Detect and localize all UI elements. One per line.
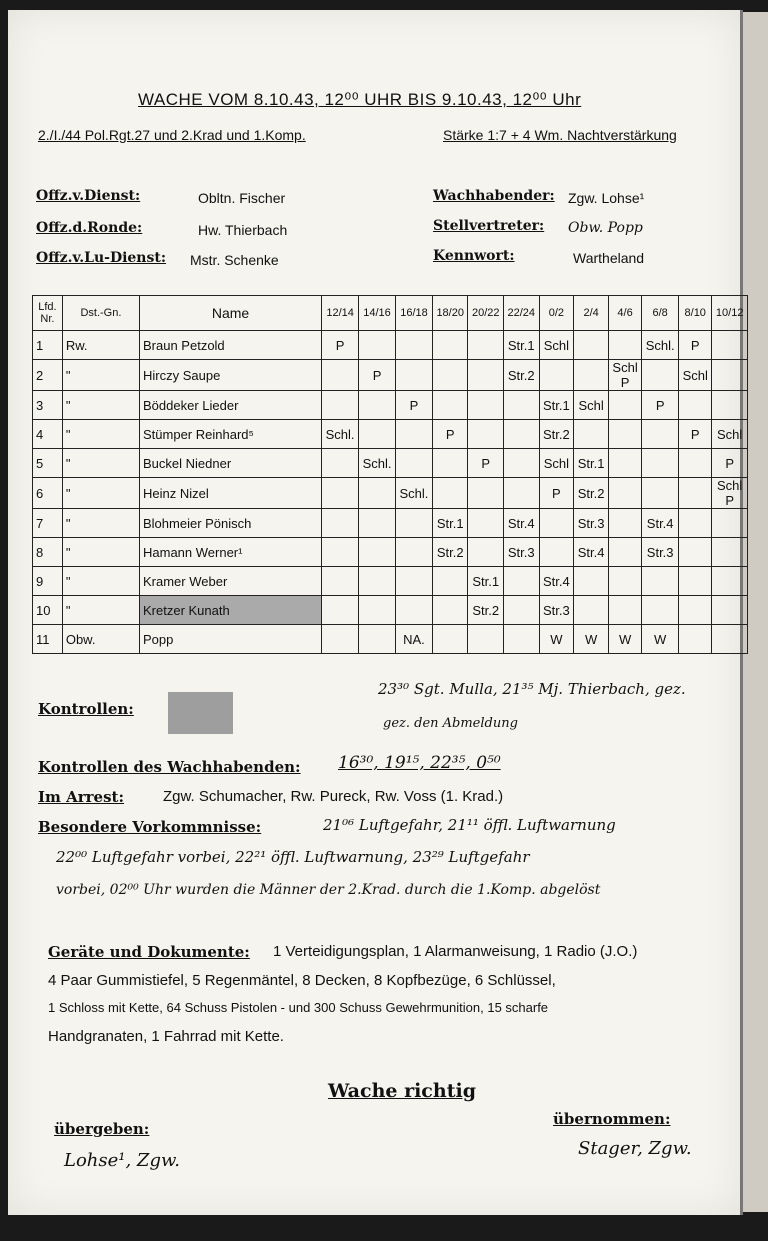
shift-cell: Str.2 — [539, 420, 574, 449]
shift-cell: Schl — [539, 331, 574, 360]
table-header-row — [33, 296, 748, 331]
shift-cell: Str.1 — [574, 449, 609, 478]
col-header: 0/2 — [539, 296, 574, 331]
shift-cell: Str.1 — [468, 567, 504, 596]
logbook-page — [8, 10, 743, 1215]
shift-cell — [608, 567, 641, 596]
row-number: 9 — [33, 567, 63, 596]
row-number: 6 — [33, 478, 63, 509]
shift-cell — [574, 596, 609, 625]
shift-cell — [504, 420, 540, 449]
shift-cell: P — [679, 331, 712, 360]
shift-cell — [712, 538, 748, 567]
shift-cell — [322, 391, 359, 420]
col-header: Name — [140, 296, 322, 331]
kontrollen-line-2: gez. den Abmeldung — [383, 716, 518, 731]
shift-cell — [359, 391, 396, 420]
redacted-box — [168, 692, 233, 734]
officer-value-3: Mstr. Schenke — [190, 252, 279, 268]
geraete-line-3: 1 Schloss mit Kette, 64 Schuss Pistolen - und 300 Schuss Gewehrmunition, 15 scharfe — [48, 1000, 549, 1015]
watch-label-2: Stellvertreter: — [433, 218, 545, 234]
watch-value-1: Zgw. Lohse¹ — [568, 190, 645, 206]
shift-cell — [359, 331, 396, 360]
shift-cell — [608, 596, 641, 625]
row-rank: " — [62, 596, 139, 625]
vorkommnisse-line-2: 22⁰⁰ Luftgefahr vorbei, 22²¹ öffl. Luftwarnung, 23²⁹ Luftgefahr — [56, 848, 530, 866]
shift-cell: P — [642, 391, 679, 420]
row-rank: " — [62, 420, 139, 449]
shift-cell — [432, 478, 468, 509]
shift-cell — [322, 625, 359, 654]
shift-cell: Schl — [539, 449, 574, 478]
shift-cell: P — [322, 331, 359, 360]
row-number: 11 — [33, 625, 63, 654]
shift-cell: Schl. — [359, 449, 396, 478]
shift-cell: P — [359, 360, 396, 391]
shift-cell — [504, 567, 540, 596]
shift-cell: Str.4 — [504, 509, 540, 538]
shift-cell — [322, 596, 359, 625]
shift-cell — [712, 331, 748, 360]
shift-cell — [322, 567, 359, 596]
kontrollen-line-1: 23³⁰ Sgt. Mulla, 21³⁵ Mj. Thierbach, gez. — [378, 680, 686, 698]
shift-cell — [539, 360, 574, 391]
shift-cell — [608, 331, 641, 360]
kontrollen-wh-value: 16³⁰, 19¹⁵, 22³⁵, 0⁵⁰ — [338, 753, 501, 773]
shift-cell: Schl P — [712, 478, 748, 509]
shift-cell — [432, 449, 468, 478]
table-row — [33, 538, 748, 567]
shift-cell — [679, 596, 712, 625]
geraete-line-2: 4 Paar Gummistiefel, 5 Regenmäntel, 8 Decken, 8 Kopfbezüge, 6 Schlüssel, — [48, 972, 556, 989]
shift-cell — [504, 449, 540, 478]
row-rank: " — [62, 509, 139, 538]
uebernommen-signature: Stager, Zgw. — [578, 1138, 692, 1159]
shift-cell: Str.2 — [468, 596, 504, 625]
shift-cell — [396, 538, 433, 567]
shift-cell: Schl — [574, 391, 609, 420]
shift-cell — [642, 567, 679, 596]
shift-cell: W — [539, 625, 574, 654]
vorkommnisse-line-1: 21⁰⁶ Luftgefahr, 21¹¹ öffl. Luftwarnung — [323, 816, 616, 834]
shift-cell — [574, 331, 609, 360]
row-name: Kramer Weber — [140, 567, 322, 596]
shift-cell — [432, 331, 468, 360]
shift-cell: W — [608, 625, 641, 654]
vorkommnisse-label: Besondere Vorkommnisse: — [38, 818, 262, 836]
shift-cell — [468, 625, 504, 654]
shift-cell — [679, 625, 712, 654]
shift-cell: P — [432, 420, 468, 449]
col-header: 16/18 — [396, 296, 433, 331]
table-row — [33, 331, 748, 360]
vorkommnisse-line-3: vorbei, 02⁰⁰ Uhr wurden die Männer der 2.Krad. durch die 1.Komp. abgelöst — [56, 882, 601, 898]
row-name: Kretzer Kunath — [140, 596, 322, 625]
shift-cell — [359, 420, 396, 449]
row-rank: Rw. — [62, 331, 139, 360]
row-number: 10 — [33, 596, 63, 625]
row-name: Hamann Werner¹ — [140, 538, 322, 567]
shift-cell: Str.1 — [539, 391, 574, 420]
table-row — [33, 360, 748, 391]
row-rank: " — [62, 391, 139, 420]
shift-cell — [322, 538, 359, 567]
shift-cell — [432, 625, 468, 654]
shift-cell — [396, 596, 433, 625]
shift-cell: Str.4 — [539, 567, 574, 596]
shift-cell — [359, 567, 396, 596]
row-name: Hirczy Saupe — [140, 360, 322, 391]
watch-label-3: Kennwort: — [433, 248, 515, 264]
shift-cell — [679, 391, 712, 420]
shift-cell: W — [574, 625, 609, 654]
row-number: 7 — [33, 509, 63, 538]
col-header: 22/24 — [504, 296, 540, 331]
shift-cell — [396, 360, 433, 391]
shift-cell: P — [539, 478, 574, 509]
shift-cell — [432, 567, 468, 596]
row-number: 3 — [33, 391, 63, 420]
shift-cell — [574, 420, 609, 449]
table-row — [33, 420, 748, 449]
table-row — [33, 478, 748, 509]
shift-cell — [396, 567, 433, 596]
shift-cell — [608, 391, 641, 420]
shift-cell — [322, 478, 359, 509]
uebergeben-label: übergeben: — [54, 1120, 150, 1138]
shift-cell: Str.3 — [504, 538, 540, 567]
row-name: Popp — [140, 625, 322, 654]
shift-cell — [359, 538, 396, 567]
shift-cell — [359, 596, 396, 625]
shift-cell — [642, 360, 679, 391]
wache-richtig: Wache richtig — [328, 1080, 476, 1102]
shift-cell: Str.3 — [642, 538, 679, 567]
shift-cell — [574, 567, 609, 596]
col-header: 4/6 — [608, 296, 641, 331]
shift-cell: Str.4 — [574, 538, 609, 567]
shift-cell — [712, 360, 748, 391]
col-header: 12/14 — [322, 296, 359, 331]
table-row — [33, 449, 748, 478]
shift-cell — [608, 538, 641, 567]
watch-value-2: Obw. Popp — [568, 220, 643, 236]
row-name: Heinz Nizel — [140, 478, 322, 509]
row-name: Buckel Niedner — [140, 449, 322, 478]
col-header: 20/22 — [468, 296, 504, 331]
row-number: 4 — [33, 420, 63, 449]
shift-cell: NA. — [396, 625, 433, 654]
shift-cell — [322, 509, 359, 538]
col-header: 2/4 — [574, 296, 609, 331]
shift-cell: Str.2 — [432, 538, 468, 567]
officer-label-1: Offz.v.Dienst: — [36, 188, 141, 204]
shift-cell — [504, 596, 540, 625]
shift-cell — [359, 625, 396, 654]
col-header: 6/8 — [642, 296, 679, 331]
shift-cell — [468, 391, 504, 420]
shift-cell: Str.3 — [574, 509, 609, 538]
officer-label-2: Offz.d.Ronde: — [36, 220, 143, 236]
table-row — [33, 596, 748, 625]
shift-cell — [712, 567, 748, 596]
shift-cell: Schl. — [396, 478, 433, 509]
col-header: Dst.-Gn. — [62, 296, 139, 331]
shift-cell — [322, 449, 359, 478]
table-row — [33, 567, 748, 596]
officer-label-3: Offz.v.Lu-Dienst: — [36, 250, 167, 266]
kontrollen-label: Kontrollen: — [38, 700, 134, 718]
shift-cell — [642, 596, 679, 625]
shift-cell — [504, 625, 540, 654]
shift-cell: Str.2 — [574, 478, 609, 509]
row-name: Braun Petzold — [140, 331, 322, 360]
arrest-label: Im Arrest: — [38, 788, 125, 806]
shift-cell: P — [396, 391, 433, 420]
shift-cell — [359, 509, 396, 538]
shift-cell: Str.3 — [539, 596, 574, 625]
col-header: Lfd. Nr. — [33, 296, 63, 331]
shift-cell — [468, 331, 504, 360]
geraete-label: Geräte und Dokumente: — [48, 943, 250, 961]
shift-cell: Str.1 — [504, 331, 540, 360]
row-rank: Obw. — [62, 625, 139, 654]
shift-cell — [468, 420, 504, 449]
shift-cell — [359, 478, 396, 509]
shift-cell — [396, 449, 433, 478]
shift-cell — [712, 625, 748, 654]
shift-cell — [712, 391, 748, 420]
shift-cell — [608, 478, 641, 509]
shift-cell: P — [468, 449, 504, 478]
arrest-value: Zgw. Schumacher, Rw. Pureck, Rw. Voss (1. Krad.) — [163, 788, 504, 805]
shift-cell — [712, 509, 748, 538]
shift-cell — [504, 391, 540, 420]
watch-value-3: Wartheland — [573, 250, 645, 266]
shift-cell — [679, 538, 712, 567]
shift-cell — [468, 538, 504, 567]
shift-cell — [468, 360, 504, 391]
shift-cell — [642, 449, 679, 478]
shift-cell: Schl. — [642, 331, 679, 360]
shift-cell: Str.4 — [642, 509, 679, 538]
shift-cell — [432, 596, 468, 625]
shift-cell — [468, 478, 504, 509]
shift-cell — [679, 509, 712, 538]
col-header: 14/16 — [359, 296, 396, 331]
row-name: Blohmeier Pönisch — [140, 509, 322, 538]
geraete-line-1: 1 Verteidigungsplan, 1 Alarmanweisung, 1 Radio (J.O.) — [273, 943, 638, 960]
shift-cell — [396, 420, 433, 449]
table-row — [33, 625, 748, 654]
shift-cell — [539, 509, 574, 538]
uebergeben-signature: Lohse¹, Zgw. — [64, 1150, 180, 1171]
table-row — [33, 509, 748, 538]
officer-value-1: Obltn. Fischer — [198, 190, 286, 206]
shift-cell — [432, 391, 468, 420]
shift-cell — [608, 509, 641, 538]
shift-cell — [396, 509, 433, 538]
row-number: 5 — [33, 449, 63, 478]
shift-cell — [574, 360, 609, 391]
row-rank: " — [62, 449, 139, 478]
shift-cell — [432, 360, 468, 391]
row-name: Stümper Reinhard⁵ — [140, 420, 322, 449]
shift-cell: W — [642, 625, 679, 654]
col-header: 18/20 — [432, 296, 468, 331]
shift-cell — [608, 449, 641, 478]
shift-cell: Schl — [679, 360, 712, 391]
shift-cell — [396, 331, 433, 360]
watch-label-1: Wachhabender: — [433, 188, 555, 204]
shift-cell — [322, 360, 359, 391]
shift-cell — [642, 420, 679, 449]
row-number: 8 — [33, 538, 63, 567]
shift-cell: Schl — [712, 420, 748, 449]
shift-cell — [539, 538, 574, 567]
shift-cell — [468, 509, 504, 538]
shift-cell — [679, 478, 712, 509]
table-row — [33, 391, 748, 420]
row-rank: " — [62, 567, 139, 596]
shift-cell: P — [712, 449, 748, 478]
row-rank: " — [62, 478, 139, 509]
shift-cell: Schl P — [608, 360, 641, 391]
shift-cell — [679, 449, 712, 478]
uebernommen-label: übernommen: — [553, 1110, 671, 1128]
unit-line: 2./I./44 Pol.Rgt.27 und 2.Krad und 1.Komp. — [38, 127, 306, 143]
shift-cell: Schl. — [322, 420, 359, 449]
row-name: Böddeker Lieder — [140, 391, 322, 420]
shift-cell — [504, 478, 540, 509]
page-title: WACHE VOM 8.10.43, 12⁰⁰ UHR BIS 9.10.43, 12⁰⁰ Uhr — [138, 90, 582, 109]
shift-cell — [642, 478, 679, 509]
shift-cell: Str.1 — [432, 509, 468, 538]
col-header: 10/12 — [712, 296, 748, 331]
col-header: 8/10 — [679, 296, 712, 331]
guard-roster-table — [32, 295, 748, 654]
officer-value-2: Hw. Thierbach — [198, 222, 288, 238]
row-number: 1 — [33, 331, 63, 360]
kontrollen-wh-label: Kontrollen des Wachhabenden: — [38, 758, 301, 776]
shift-cell — [608, 420, 641, 449]
shift-cell: P — [679, 420, 712, 449]
shift-cell — [712, 596, 748, 625]
strength-line: Stärke 1:7 + 4 Wm. Nachtverstärkung — [443, 127, 677, 143]
row-rank: " — [62, 538, 139, 567]
shift-cell: Str.2 — [504, 360, 540, 391]
row-rank: " — [62, 360, 139, 391]
geraete-line-4: Handgranaten, 1 Fahrrad mit Kette. — [48, 1028, 284, 1045]
shift-cell — [679, 567, 712, 596]
row-number: 2 — [33, 360, 63, 391]
